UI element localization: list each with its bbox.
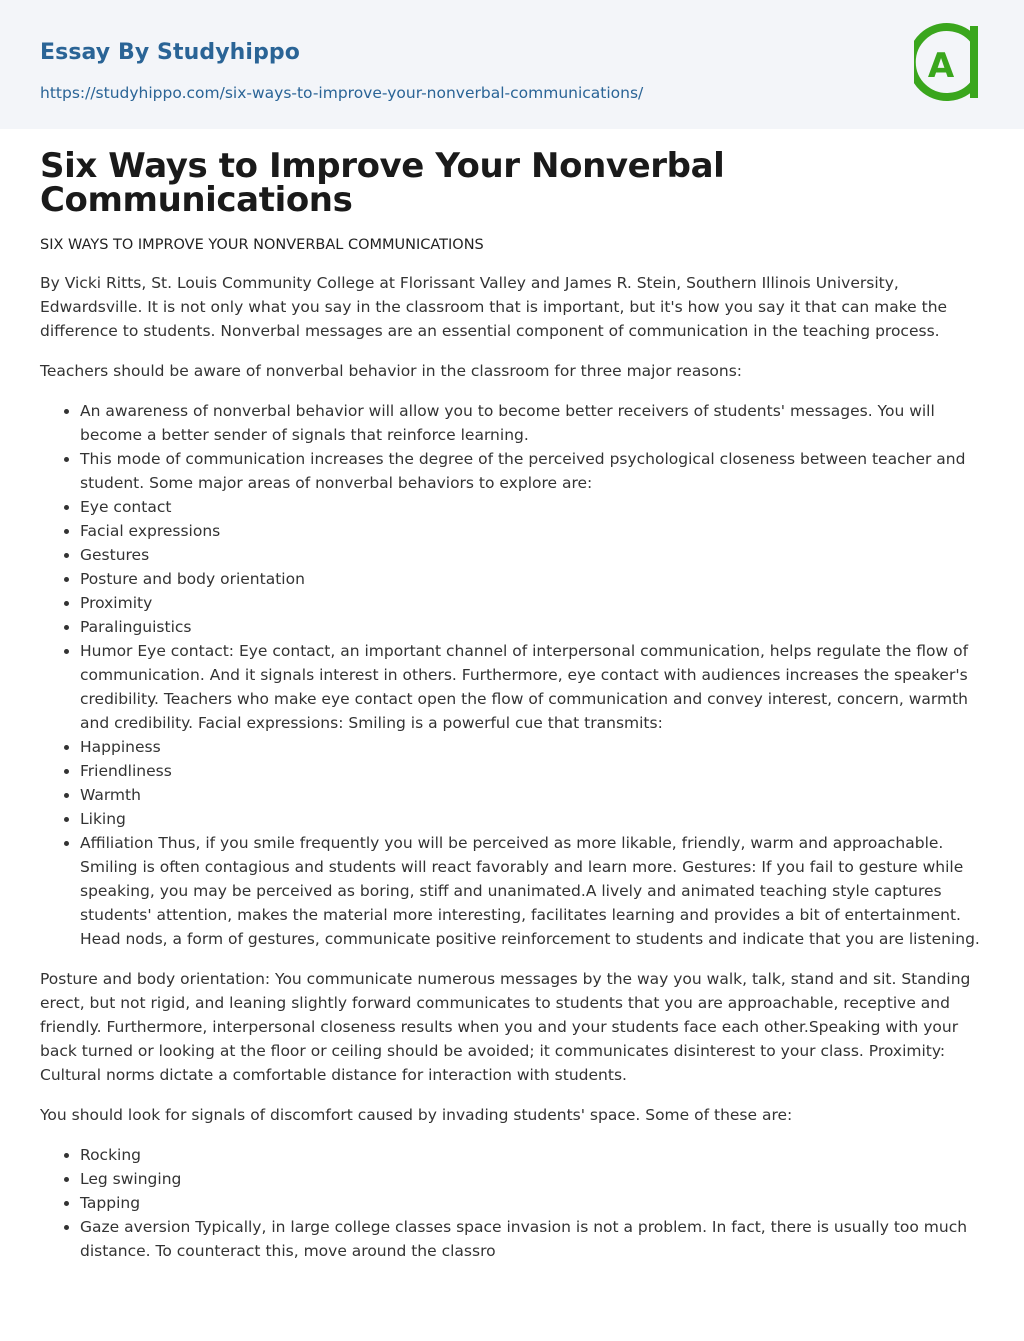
article (0, 129, 1024, 1263)
list-item: • Liking (80, 807, 984, 831)
discomfort-signals-list (40, 1143, 984, 1263)
list-item: • Warmth (80, 783, 984, 807)
list-item: • Eye contact (80, 495, 984, 519)
list-item: • Gaze aversion Typically, in large college classes space invasion is not a problem. In fact, there is usually too much distance. To counteract this, move around the classro (80, 1215, 984, 1263)
list-item: • Happiness (80, 735, 984, 759)
list-item: • Gestures (80, 543, 984, 567)
article-title: Six Ways to Improve Your Nonverbal Communications (40, 146, 725, 220)
list-item: • Affiliation Thus, if you smile frequently you will be perceived as more likable, friendly, warm and approachable. Smiling is often contagious and students will react favorably and learn more. Gestures: If you fail to gesture while speaking, you may be perceived as boring, stiff and unanimated.A lively and animated teaching style captures students' attention, makes the material more interesting, facilitates learning and provides a bit of entertainment. Head nods, a form of gestures, communicate positive reinforcement to students and indicate that you are listening. (80, 831, 984, 951)
list-item: • Facial expressions (80, 519, 984, 543)
list-item: • Leg swinging (80, 1167, 984, 1191)
studyhippo-logo-icon[interactable] (914, 18, 986, 106)
signals-lead-paragraph: You should look for signals of discomfort caused by invading students' space. Some of these are: (40, 1106, 793, 1124)
list-item: • Humor Eye contact: Eye contact, an important channel of interpersonal communication, helps regulate the flow of communication. And it signals interest in others. Furthermore, eye contact with audiences increases the speaker's credibility. Teachers who make eye contact open the flow of communication and convey interest, concern, warmth and credibility. Facial expressions: Smiling is a powerful cue that transmits: (80, 639, 984, 735)
logo-letter: A (927, 46, 955, 86)
article-subtitle: SIX WAYS TO IMPROVE YOUR NONVERBAL COMMUNICATIONS (40, 237, 484, 253)
list-item: • This mode of communication increases the degree of the perceived psychological closeness between teacher and student. Some major areas of nonverbal behaviors to explore are: (80, 447, 984, 495)
site-header (0, 0, 1024, 129)
list-item: • Friendliness (80, 759, 984, 783)
list-item: • Rocking (80, 1143, 984, 1167)
site-title[interactable]: Essay By Studyhippo (40, 40, 300, 65)
posture-paragraph: Posture and body orientation: You communicate numerous messages by the way you walk, talk, stand and sit. Standing erect, but not rigid, and leaning slightly forward communicates to students that you are approachable, receptive and friendly. Furthermore, interpersonal closeness results when you and your students face each other.Speaking with your back turned or looking at the floor or ceiling should be avoided; it communicates disinterest to your class. Proximity: Cultural norms dictate a comfortable distance for interaction with students. (40, 970, 971, 1084)
reasons-lead-paragraph: Teachers should be aware of nonverbal behavior in the classroom for three major reasons: (40, 362, 743, 380)
list-item: • Posture and body orientation (80, 567, 984, 591)
list-item: • Paralinguistics (80, 615, 984, 639)
list-item: • Proximity (80, 591, 984, 615)
list-item: • An awareness of nonverbal behavior will allow you to become better receivers of students' messages. You will become a better sender of signals that reinforce learning. (80, 399, 984, 447)
page-url-link[interactable]: https://studyhippo.com/six-ways-to-improve-your-nonverbal-communications/ (40, 84, 644, 102)
nonverbal-areas-list (40, 399, 984, 951)
list-item: • Tapping (80, 1191, 984, 1215)
intro-paragraph: By Vicki Ritts, St. Louis Community College at Florissant Valley and James R. Stein, Southern Illinois University, Edwardsville. It is not only what you say in the classroom that is important, but it's how you say it that can make the difference to students. Nonverbal messages are an essential component of communication in the teaching process. (40, 274, 948, 340)
